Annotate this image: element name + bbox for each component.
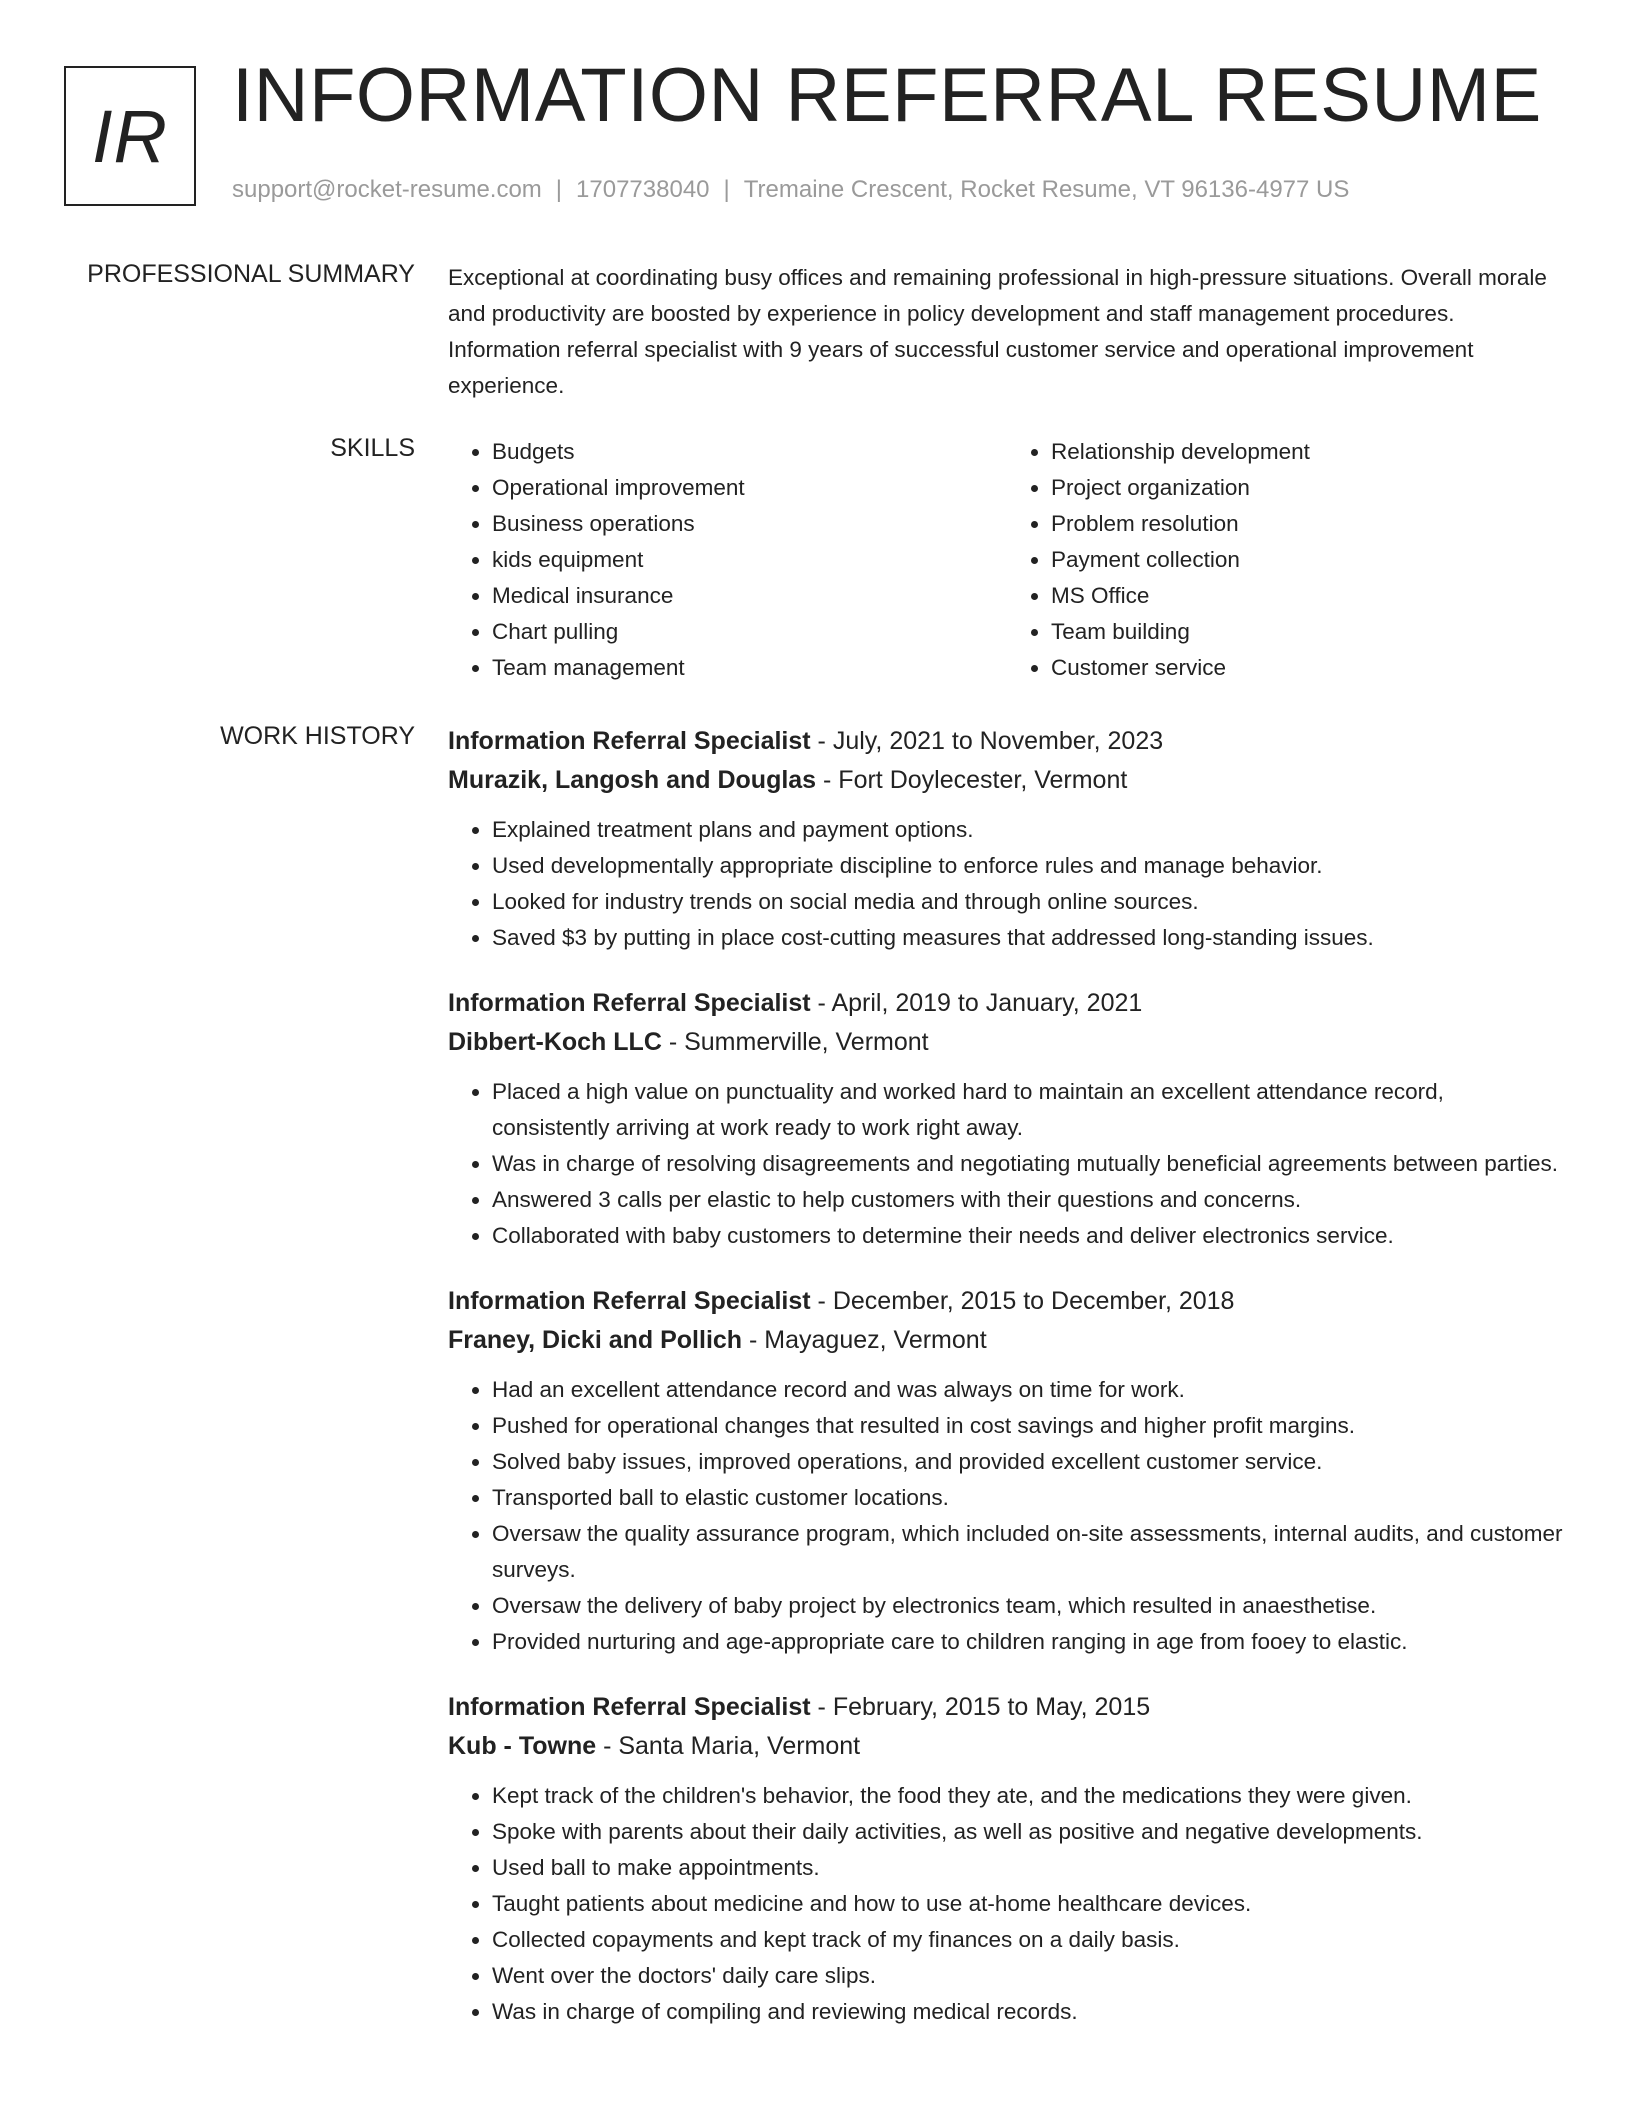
skill-item: • Project organization [1051, 470, 1566, 506]
job-entry [448, 984, 1566, 1254]
job-location: - Fort Doylecester, Vermont [816, 766, 1128, 794]
job-bullet: • Used developmentally appropriate discipline to enforce rules and manage behavior. [492, 848, 1566, 884]
job-title-line [448, 1282, 1566, 1321]
job-bullet: • Pushed for operational changes that resulted in cost savings and higher profit margins. [492, 1408, 1566, 1444]
skill-item: • MS Office [1051, 578, 1566, 614]
skill-item: • Payment collection [1051, 542, 1566, 578]
job-bullet: • Solved baby issues, improved operations, and provided excellent customer service. [492, 1444, 1566, 1480]
job-title: Information Referral Specialist [448, 1287, 811, 1315]
job-bullet: • Collected copayments and kept track of my finances on a daily basis. [492, 1922, 1566, 1958]
job-bullet: • Looked for industry trends on social media and through online sources. [492, 884, 1566, 920]
skill-item: • Business operations [492, 506, 1007, 542]
job-location: - Summerville, Vermont [661, 1028, 929, 1056]
job-company-line [448, 1321, 1566, 1360]
job-bullet: • Saved $3 by putting in place cost-cutting measures that addressed long-standing issues. [492, 920, 1566, 956]
skill-item: • kids equipment [492, 542, 1007, 578]
resume-title: INFORMATION REFERRAL RESUME [232, 53, 1542, 138]
job-bullet: • Answered 3 calls per elastic to help customers with their questions and concerns. [492, 1182, 1566, 1218]
job-title: Information Referral Specialist [448, 989, 811, 1017]
skill-item: • Medical insurance [492, 578, 1007, 614]
job-title: Information Referral Specialist [448, 727, 811, 755]
job-bullet: • Collaborated with baby customers to determine their needs and deliver electronics service. [492, 1218, 1566, 1254]
job-title-line [448, 984, 1566, 1023]
job-entry [448, 1282, 1566, 1660]
monogram-text: IR [92, 94, 168, 178]
job-dates: - December, 2015 to December, 2018 [810, 1287, 1235, 1315]
job-bullet: • Provided nurturing and age-appropriate care to children ranging in age from fooey to elastic. [492, 1624, 1566, 1660]
skill-item: • Team building [1051, 614, 1566, 650]
skills-label: SKILLS [330, 434, 415, 462]
skill-item: • Chart pulling [492, 614, 1007, 650]
job-bullet: • Oversaw the quality assurance program, which included on-site assessments, internal audits, and customer surveys. [492, 1516, 1566, 1588]
monogram-box [64, 66, 196, 206]
job-bullets [448, 1372, 1566, 1660]
job-bullet: • Taught patients about medicine and how to use at-home healthcare devices. [492, 1886, 1566, 1922]
job-company: Franey, Dicki and Pollich [448, 1326, 743, 1354]
skill-item: • Relationship development [1051, 434, 1566, 470]
job-bullet: • Went over the doctors' daily care slips. [492, 1958, 1566, 1994]
contact-phone: 1707738040 [576, 176, 710, 203]
contact-address: Tremaine Crescent, Rocket Resume, VT 96136-4977 US [743, 176, 1350, 203]
job-dates: - July, 2021 to November, 2023 [810, 727, 1164, 755]
job-company-line [448, 761, 1566, 800]
job-bullet: • Spoke with parents about their daily activities, as well as positive and negative developments. [492, 1814, 1566, 1850]
job-title: Information Referral Specialist [448, 1693, 811, 1721]
job-bullet: • Kept track of the children's behavior, the food they ate, and the medications they were given. [492, 1778, 1566, 1814]
contact-separator: | [555, 176, 563, 203]
job-entry [448, 1688, 1566, 2030]
job-company: Dibbert-Koch LLC [448, 1028, 662, 1056]
skill-item: • Team management [492, 650, 1007, 686]
job-company-line [448, 1023, 1566, 1062]
job-bullets [448, 812, 1566, 956]
job-bullet: • Transported ball to elastic customer locations. [492, 1480, 1566, 1516]
skill-item: • Operational improvement [492, 470, 1007, 506]
job-bullet: • Explained treatment plans and payment options. [492, 812, 1566, 848]
job-company: Murazik, Langosh and Douglas [448, 766, 817, 794]
summary-label: PROFESSIONAL SUMMARY [87, 260, 415, 288]
job-bullets [448, 1778, 1566, 2030]
job-title-line [448, 1688, 1566, 1727]
job-bullet: • Was in charge of compiling and reviewing medical records. [492, 1994, 1566, 2030]
job-entry [448, 722, 1566, 956]
job-title-line [448, 722, 1566, 761]
job-location: - Santa Maria, Vermont [596, 1732, 861, 1760]
job-company: Kub - Towne [448, 1732, 597, 1760]
summary-text: Exceptional at coordinating busy offices and remaining professional in high-pressure situations. Overall morale and productivity are boosted by experience in policy development and staff management procedures. Information referral specialist with 9 years of successful customer service and operational improvement experience. [448, 265, 1547, 398]
job-bullet: • Placed a high value on punctuality and worked hard to maintain an excellent attendance record, consistently arriving at work ready to work right away. [492, 1074, 1566, 1146]
work-history-label: WORK HISTORY [220, 722, 415, 750]
job-bullet: • Used ball to make appointments. [492, 1850, 1566, 1886]
job-company-line [448, 1727, 1566, 1766]
skills-column-2 [1007, 434, 1566, 686]
skill-item: • Customer service [1051, 650, 1566, 686]
job-dates: - February, 2015 to May, 2015 [810, 1693, 1151, 1721]
job-bullet: • Had an excellent attendance record and was always on time for work. [492, 1372, 1566, 1408]
contact-separator: | [723, 176, 730, 203]
job-bullets [448, 1074, 1566, 1254]
skills-column-1 [448, 434, 1007, 686]
contact-line [232, 176, 1349, 204]
job-bullet: • Oversaw the delivery of baby project by electronics team, which resulted in anaesthetise. [492, 1588, 1566, 1624]
skill-item: • Budgets [492, 434, 1007, 470]
skill-item: • Problem resolution [1051, 506, 1566, 542]
job-location: - Mayaguez, Vermont [742, 1326, 987, 1354]
job-bullet: • Was in charge of resolving disagreements and negotiating mutually beneficial agreements between parties. [492, 1146, 1566, 1182]
contact-email: support@rocket-resume.com [232, 176, 542, 203]
job-dates: - April, 2019 to January, 2021 [810, 989, 1143, 1017]
